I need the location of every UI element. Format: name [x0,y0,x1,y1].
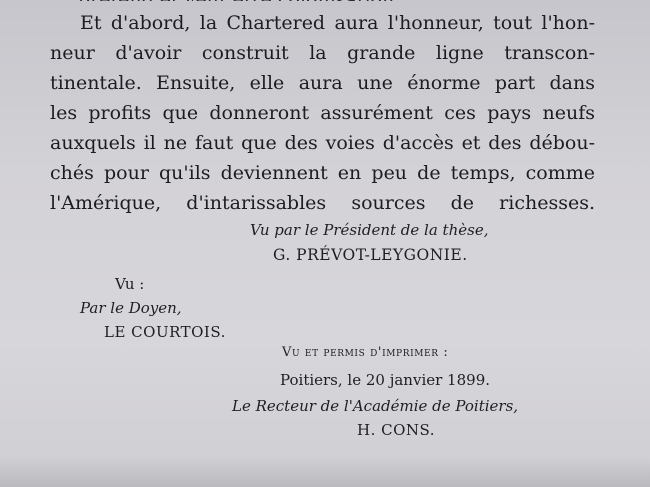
print-permit-line: Vu et permis d'imprimer : [282,345,449,360]
paragraph-line: neur d'avoir construit la grande ligne transcon- [50,42,595,64]
president-name: G. PRÉVOT-LEYGONIE. [273,246,468,264]
rector-name: H. CONS. [357,421,436,439]
vu-label: Vu : [115,275,145,293]
page-shadow [0,457,650,487]
paragraph-line: tinentale. Ensuite, elle aura une énorme part dans [50,72,595,94]
paragraph-line: auxquels il ne faut que des voies d'accès et des débou- [50,132,595,154]
place-date-line: Poitiers, le 20 janvier 1899. [280,371,490,389]
body-paragraph [50,8,595,218]
dean-label: Par le Doyen, [80,299,182,317]
paragraph-line: chés pour qu'ils deviennent en peu de temps, comme [50,162,595,184]
paragraph-line: les profits que donneront assurément ces pays neufs [50,102,595,124]
president-approval-line: Vu par le Président de la thèse, [250,221,489,239]
paragraph-line: l'Amérique, d'intarissables sources de richesses. [50,192,595,214]
rector-title-line: Le Recteur de l'Académie de Poitiers, [232,397,519,415]
dean-name: LE COURTOIS. [104,323,226,341]
paragraph-line: Et d'abord, la Chartered aura l'honneur, tout l'hon- [80,12,595,34]
cropped-top-line [78,0,498,1]
